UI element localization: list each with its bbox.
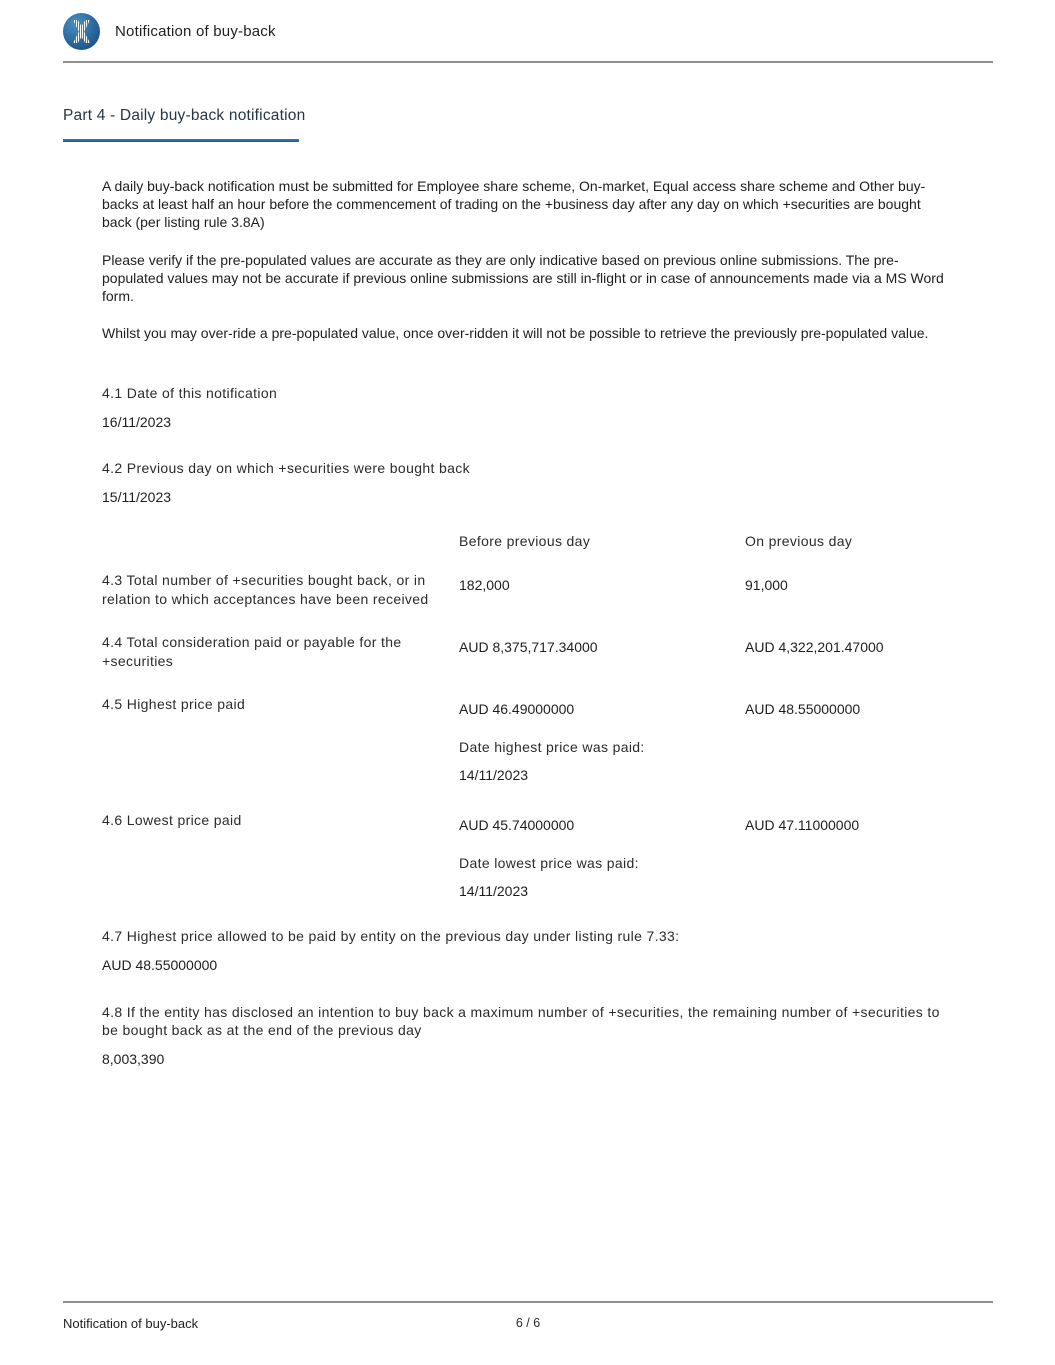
column-header-before-previous-day: Before previous day [459,533,591,550]
question-4-4-label: 4.4 Total consideration paid or payable for the +securities [102,634,402,670]
question-4-8 [102,1003,947,1067]
asx-logo-icon [63,13,100,50]
intro-paragraph-1: A daily buy-back notification must be submitted for Employee share scheme, On-market, Equal access share scheme and Other buy-backs at least half an hour before the commencement of trading on the +business day after any day on which +securities are bought back (per listing rule 3.8A) [102,178,926,231]
buyback-comparison-table [102,533,947,899]
question-4-2-value: 15/11/2023 [102,489,172,506]
question-4-1 [102,384,947,430]
lowest-price-date-label: Date lowest price was paid: [459,855,639,872]
question-4-4-before-value: AUD 8,375,717.34000 [459,639,598,656]
column-header-on-previous-day: On previous day [745,533,853,550]
table-row-4-6 [102,811,947,833]
question-4-8-label: 4.8 If the entity has disclosed an intention to buy back a maximum number of +securities, the remaining number of +securities to be bought back as at the end of the previous day [102,1004,940,1039]
intro-paragraph-3: Whilst you may over-ride a pre-populated value, once over-ridden it will not be possible to retrieve the previously pre-populated value. [102,325,929,342]
question-4-3-on-value: 91,000 [745,577,788,594]
footer-inner [63,1303,993,1333]
intro-paragraph-2: Please verify if the pre-populated values are accurate as they are only indicative based on previous online submissions. The pre-populated values may not be accurate if previous online submissions are still in-flight or in case of announcements made via a MS Word form. [102,251,944,305]
footer-document-title: Notification of buy-back [63,1316,199,1331]
question-4-2-label: 4.2 Previous day on which +securities were bought back [102,460,470,477]
question-4-8-value: 8,003,390 [102,1051,165,1068]
part-4-heading-underline [63,139,299,142]
question-4-6-on-value: AUD 47.11000000 [745,817,860,834]
question-4-6-label: 4.6 Lowest price paid [102,812,242,829]
question-4-6-before-value: AUD 45.74000000 [459,817,575,834]
table-row-4-4 [102,633,947,671]
table-row-4-6-date [102,855,947,899]
question-4-3-label: 4.3 Total number of +securities bought back, or in relation to which acceptances have been received [102,572,429,608]
intro-paragraphs [102,177,947,342]
lowest-price-date-value: 14/11/2023 [459,883,529,900]
question-4-4-on-value: AUD 4,322,201.47000 [745,639,884,656]
part-4-heading: Part 4 - Daily buy-back notification [63,107,306,124]
page-header [0,0,1055,63]
question-4-2 [102,459,947,505]
page-footer [63,1301,993,1333]
document-title: Notification of buy-back [115,23,276,40]
highest-price-date-label: Date highest price was paid: [459,739,645,756]
table-row-4-5 [102,695,947,717]
question-4-7-value: AUD 48.55000000 [102,957,218,974]
question-4-5-label: 4.5 Highest price paid [102,696,246,713]
table-header-row [102,533,947,549]
question-4-5-on-value: AUD 48.55000000 [745,701,861,718]
question-4-1-value: 16/11/2023 [102,414,172,431]
page-number-indicator: 6 / 6 [515,1316,541,1330]
question-4-5-before-value: AUD 46.49000000 [459,701,575,718]
form-content [102,177,947,1067]
table-row-4-5-date [102,739,947,783]
question-4-7 [102,927,947,973]
table-row-4-3 [102,571,947,609]
question-4-7-label: 4.7 Highest price allowed to be paid by entity on the previous day under listing rule 7.33: [102,928,680,945]
question-4-1-label: 4.1 Date of this notification [102,385,278,402]
header-row [63,13,993,63]
highest-price-date-value: 14/11/2023 [459,767,529,784]
question-4-3-before-value: 182,000 [459,577,510,594]
